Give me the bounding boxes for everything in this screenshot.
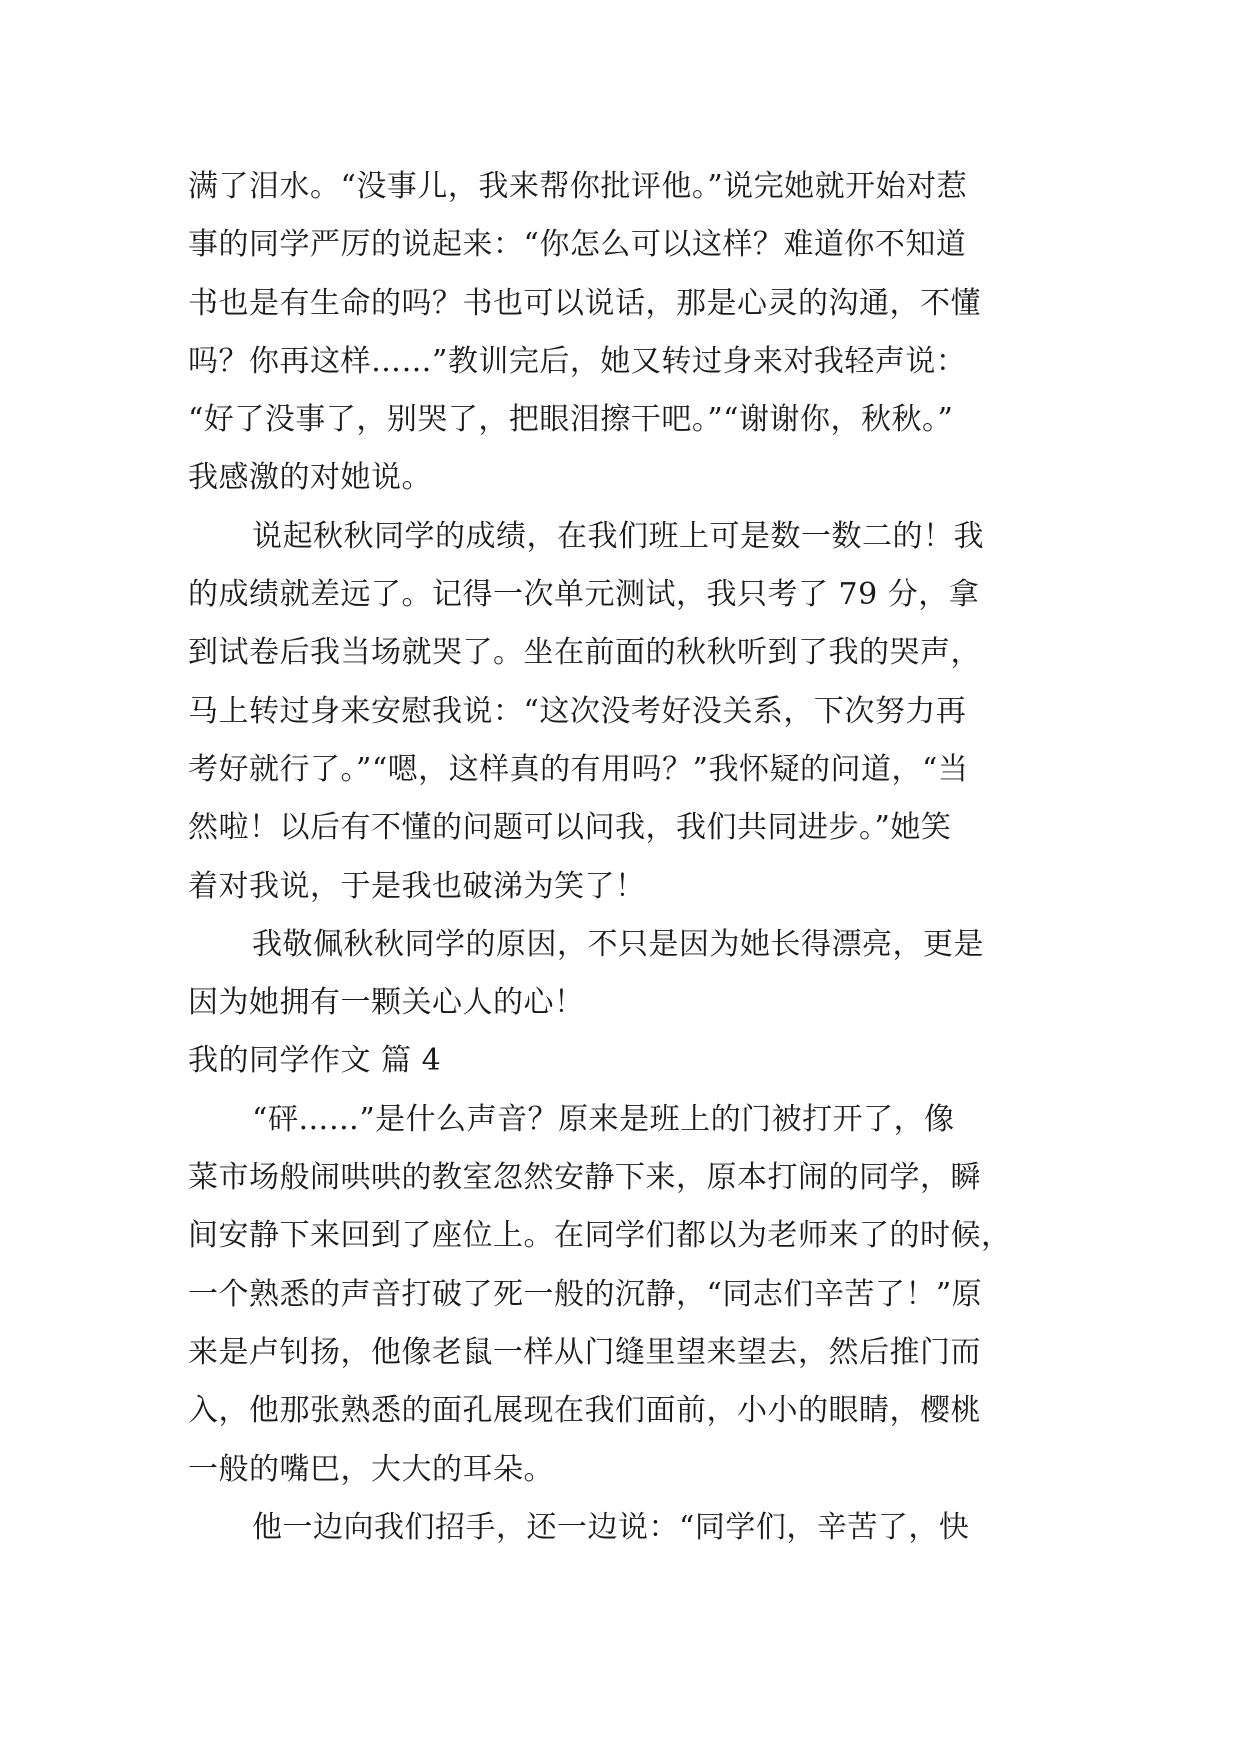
text-line: 我敬佩秋秋同学的原因，不只是因为她长得漂亮，更是 — [252, 926, 984, 962]
text-line: 菜市场般闹哄哄的教室忽然安静下来，原本打闹的同学，瞬 — [188, 1160, 981, 1196]
text-line: 间安静下来回到了座位上。在同学们都以为老师来了的时候， — [188, 1218, 1012, 1254]
text-line: 吗？你再这样……”教训完后，她又转过身来对我轻声说： — [188, 343, 967, 379]
essay-body — [188, 158, 1060, 1557]
text-line: 入，他那张熟悉的面孔展现在我们面前，小小的眼睛，樱桃 — [188, 1393, 981, 1429]
section-heading: 我的同学作文 篇 4 — [188, 1043, 442, 1079]
text-line: 满了泪水。“没事儿，我来帮你批评他。”说完她就开始对惹 — [188, 169, 968, 204]
text-line: 说起秋秋同学的成绩，在我们班上可是数一数二的！我 — [252, 518, 984, 554]
text-line: 书也是有生命的吗？书也可以说话，那是心灵的沟通，不懂 — [188, 285, 981, 321]
text-line: 他一边向我们招手，还一边说：“同学们，辛苦了，快 — [252, 1509, 970, 1545]
text-line: 一个熟悉的声音打破了死一般的沉静，“同志们辛苦了！”原 — [188, 1276, 983, 1312]
text-line: “好了没事了，别哭了，把眼泪擦干吧。”“谢谢你，秋秋。” — [188, 402, 954, 438]
text-line: 因为她拥有一颗关心人的心！ — [188, 985, 585, 1021]
text-line: 事的同学严厉的说起来：“你怎么可以这样？难道你不知道 — [188, 227, 967, 263]
text-line: 然啦！以后有不懂的问题可以问我，我们共同进步。”她笑 — [188, 810, 952, 846]
text-line: 一般的嘴巴，大大的耳朵。 — [188, 1451, 554, 1487]
text-line: 来是卢钊扬，他像老鼠一样从门缝里望来望去，然后推门而 — [188, 1334, 981, 1370]
text-line: 我感激的对她说。 — [188, 460, 432, 496]
text-line: 考好就行了。”“嗯，这样真的有用吗？”我怀疑的问道，“当 — [188, 751, 969, 787]
text-line: 到试卷后我当场就哭了。坐在前面的秋秋听到了我的哭声， — [188, 635, 981, 671]
text-line: 着对我说，于是我也破涕为笑了！ — [188, 868, 646, 904]
text-line: 马上转过身来安慰我说：“这次没考好没关系，下次努力再 — [188, 693, 967, 729]
text-line: 的成绩就差远了。记得一次单元测试，我只考了 79 分，拿 — [188, 577, 980, 613]
text-line: “砰……”是什么声音？原来是班上的门被打开了，像 — [252, 1101, 955, 1137]
